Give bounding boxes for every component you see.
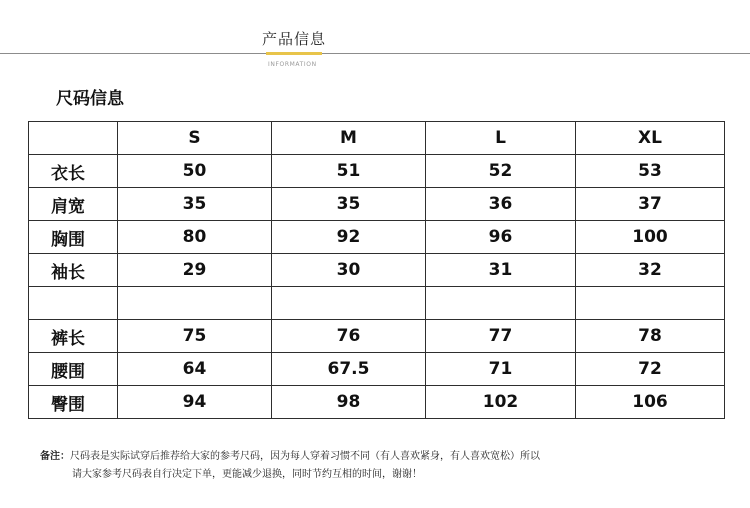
table-row (29, 221, 725, 254)
column-header-xl: XL (576, 122, 725, 155)
table-cell: 29 (118, 254, 272, 287)
table-cell: 51 (272, 155, 426, 188)
table-row (29, 386, 725, 419)
table-header-row (29, 122, 725, 155)
table-cell: 100 (576, 221, 725, 254)
table-cell: 64 (118, 353, 272, 386)
table-cell: 77 (426, 320, 576, 353)
row-label: 胸围 (29, 221, 118, 254)
table-cell: 53 (576, 155, 725, 188)
header-accent-bar (266, 52, 322, 55)
table-row (29, 353, 725, 386)
note-line-2: 请大家参考尺码表自行决定下单，更能减少退换，同时节约互相的时间，谢谢！ (72, 469, 422, 480)
table-cell: 94 (118, 386, 272, 419)
column-header-l: L (426, 122, 576, 155)
table-cell: 96 (426, 221, 576, 254)
table-cell: 35 (272, 188, 426, 221)
table-row (29, 155, 725, 188)
row-label: 臀围 (29, 386, 118, 419)
section-title: 尺码信息 (56, 89, 124, 109)
table-cell: 98 (272, 386, 426, 419)
table-cell: 75 (118, 320, 272, 353)
header-subtitle: INFORMATION (268, 61, 317, 68)
table-cell: 78 (576, 320, 725, 353)
header-divider (0, 53, 750, 54)
row-label: 腰围 (29, 353, 118, 386)
empty-cell (29, 287, 118, 320)
corner-cell (29, 122, 118, 155)
table-cell: 50 (118, 155, 272, 188)
table-cell: 67.5 (272, 353, 426, 386)
empty-cell (272, 287, 426, 320)
table-cell: 30 (272, 254, 426, 287)
size-chart-table (28, 121, 725, 419)
header-title: 产品信息 (262, 30, 327, 48)
row-label: 肩宽 (29, 188, 118, 221)
column-header-m: M (272, 122, 426, 155)
column-header-s: S (118, 122, 272, 155)
table-cell: 32 (576, 254, 725, 287)
row-label: 衣长 (29, 155, 118, 188)
table-cell: 36 (426, 188, 576, 221)
table-row (29, 188, 725, 221)
empty-cell (576, 287, 725, 320)
empty-cell (426, 287, 576, 320)
note-text-1: 尺码表是实际试穿后推荐给大家的参考尺码，因为每人穿着习惯不同（有人喜欢紧身，有人喜欢宽松）所以 (70, 451, 540, 462)
table-cell: 92 (272, 221, 426, 254)
table-row (29, 320, 725, 353)
table-cell: 80 (118, 221, 272, 254)
row-label: 袖长 (29, 254, 118, 287)
table-cell: 76 (272, 320, 426, 353)
table-cell: 106 (576, 386, 725, 419)
table-cell: 72 (576, 353, 725, 386)
table-cell: 35 (118, 188, 272, 221)
table-cell: 71 (426, 353, 576, 386)
table-cell: 37 (576, 188, 725, 221)
note-block (40, 448, 540, 484)
spacer-row (29, 287, 725, 320)
note-line-1 (40, 448, 540, 466)
table-row (29, 254, 725, 287)
row-label: 裤长 (29, 320, 118, 353)
note-label: 备注： (40, 451, 70, 462)
table-cell: 102 (426, 386, 576, 419)
table-cell: 31 (426, 254, 576, 287)
table-cell: 52 (426, 155, 576, 188)
empty-cell (118, 287, 272, 320)
